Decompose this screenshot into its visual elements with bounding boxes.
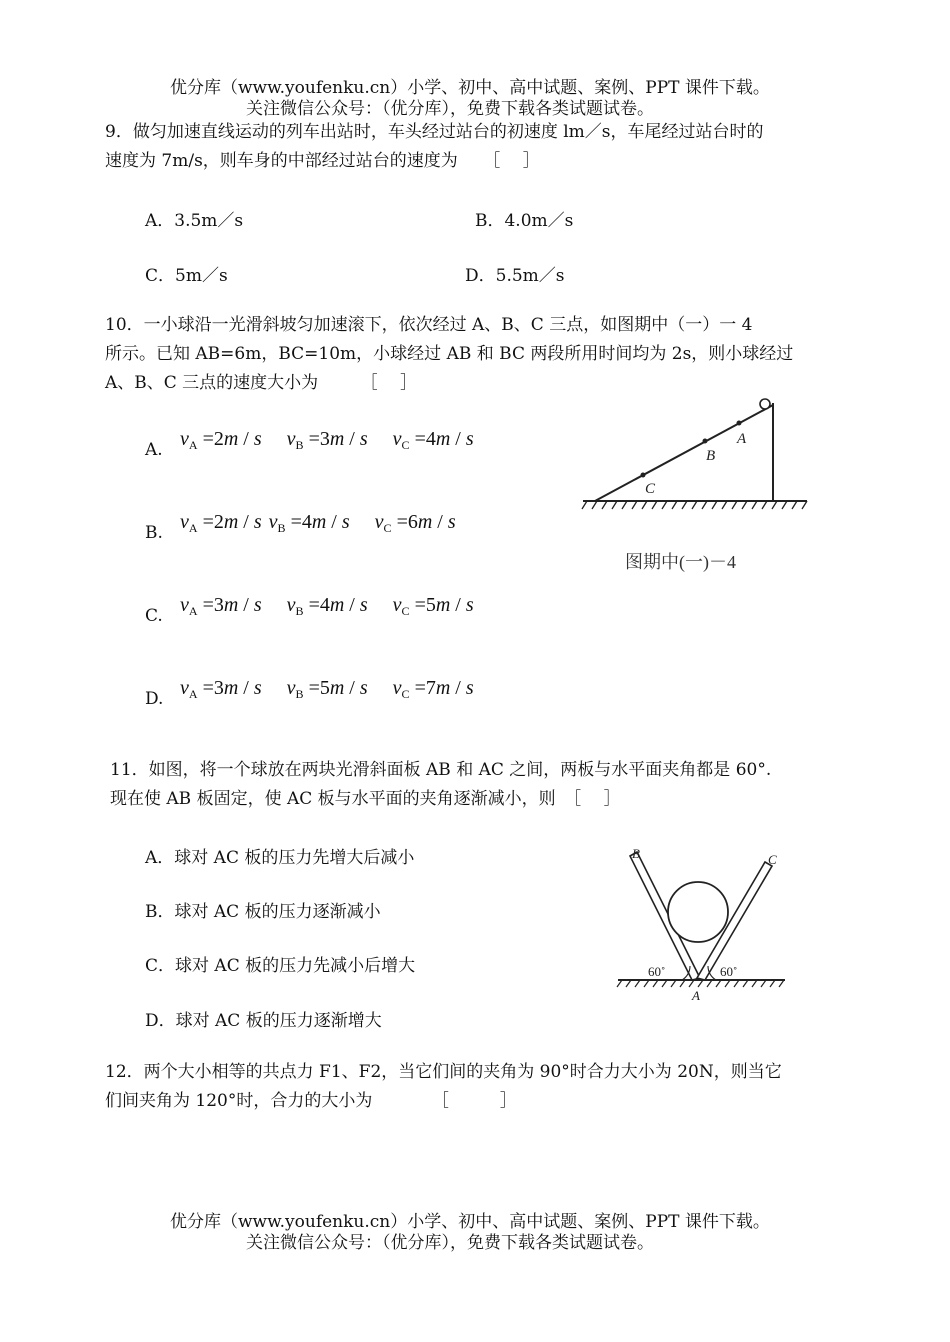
ground-hatching	[582, 501, 807, 509]
q10-text-line-1: 10．一小球沿一光滑斜坡匀加速滚下，依次经过 A、B、C 三点，如图期中（一）一 4	[105, 315, 753, 335]
angle-right: 60˚	[720, 964, 738, 979]
header-line-1: 优分库（www.youfenku.cn）小学、初中、高中试题、案例、PPT 课件下载。	[170, 78, 770, 98]
q10-text-line-2: 所示。已知 AB=6m，BC=10m，小球经过 AB 和 BC 两段所用时间均为 2s，则小球经过	[105, 344, 794, 364]
q11-option-a: A．球对 AC 板的压力先增大后减小	[145, 848, 415, 868]
point-c	[641, 473, 646, 478]
q10-b-va: 2	[213, 511, 224, 533]
q9-option-b: B．4.0m／s	[475, 211, 574, 231]
label-c: C	[645, 481, 656, 497]
q9-option-c: C．5m／s	[145, 266, 228, 286]
q9-text-line-1: 9．做匀加速直线运动的列车出站时，车头经过站台的初速度 lm／s，车尾经过站台时的	[105, 122, 764, 142]
ground-hatching-2	[617, 980, 785, 987]
figure-caption: 图期中(一)－4	[625, 552, 736, 572]
label-a-plate: A	[692, 988, 700, 1003]
q10-text-line-3: A、B、C 三点的速度大小为 ［ ］	[105, 373, 418, 393]
q10-a-vb: 3	[319, 428, 330, 450]
q10-option-a-label: A.	[145, 440, 163, 460]
header-line-2: 关注微信公众号：（优分库），免费下载各类试题试卷。	[246, 99, 654, 119]
q12-text-line-1: 12．两个大小相等的共点力 F1、F2，当它们间的夹角为 90°时合力大小为 20N，则当它	[105, 1062, 782, 1082]
q10-c-vc: 5	[425, 594, 436, 616]
q10-d-vb: 5	[319, 677, 330, 699]
q10-a-va: 2	[213, 428, 224, 450]
q10-option-d-formula: $v_A =3m / s$ $v_B =5m / s$ $v_C =7m / s$	[180, 677, 474, 701]
plates-figure	[610, 840, 795, 1010]
q11-option-d: D．球对 AC 板的压力逐渐增大	[145, 1011, 382, 1031]
q11-option-c: C．球对 AC 板的压力先减小后增大	[145, 956, 416, 976]
q10-option-b-formula: $v_A =2m / s$ $v_B =4m / s$ $v_C =6m / s$	[180, 511, 456, 535]
q10-option-a-formula: $v_A =2m / s$ $v_B =3m / s$ $v_C =4m / s$	[180, 428, 474, 452]
ball	[760, 399, 770, 409]
q10-option-c-formula: $v_A =3m / s$ $v_B =4m / s$ $v_C =5m / s$	[180, 594, 474, 618]
q10-d-vc: 7	[425, 677, 436, 699]
footer-line-1: 优分库（www.youfenku.cn）小学、初中、高中试题、案例、PPT 课件下载。	[170, 1212, 770, 1232]
label-b-plate: B	[632, 846, 640, 861]
label-a: A	[737, 431, 747, 447]
q9-option-a: A．3.5m／s	[145, 211, 244, 231]
q10-b-vb: 4	[301, 511, 312, 533]
q10-d-va: 3	[213, 677, 224, 699]
q10-c-va: 3	[213, 594, 224, 616]
incline-slope	[595, 405, 773, 501]
q10-option-b-label: B.	[145, 523, 163, 543]
footer-line-2: 关注微信公众号：（优分库），免费下载各类试题试卷。	[246, 1233, 654, 1253]
q10-c-vb: 4	[319, 594, 330, 616]
label-b: B	[706, 448, 716, 464]
q11-text-line-2: 现在使 AB 板固定，使 AC 板与水平面的夹角逐渐减小，则 ［ ］	[110, 789, 621, 809]
q10-option-c-label: C.	[145, 606, 163, 626]
q12-text-line-2: 们间夹角为 120°时，合力的大小为 ［ ］	[105, 1091, 517, 1111]
sphere	[668, 882, 728, 942]
q10-a-vc: 4	[425, 428, 436, 450]
q11-option-b: B．球对 AC 板的压力逐渐减小	[145, 902, 381, 922]
incline-figure	[575, 390, 815, 590]
q9-option-d: D．5.5m／s	[465, 266, 565, 286]
label-c-plate: C	[768, 852, 777, 867]
angle-left: 60˚	[648, 964, 666, 979]
q9-text-line-2: 速度为 7m/s，则车身的中部经过站台的速度为 ［ ］	[105, 151, 540, 171]
q11-text-line-1: 11．如图，将一个球放在两块光滑斜面板 AB 和 AC 之间，两板与水平面夹角都是 60°.	[110, 760, 772, 780]
point-a	[737, 421, 742, 426]
q10-option-d-label: D.	[145, 689, 164, 709]
q10-b-vc: 6	[407, 511, 418, 533]
point-b	[703, 439, 708, 444]
